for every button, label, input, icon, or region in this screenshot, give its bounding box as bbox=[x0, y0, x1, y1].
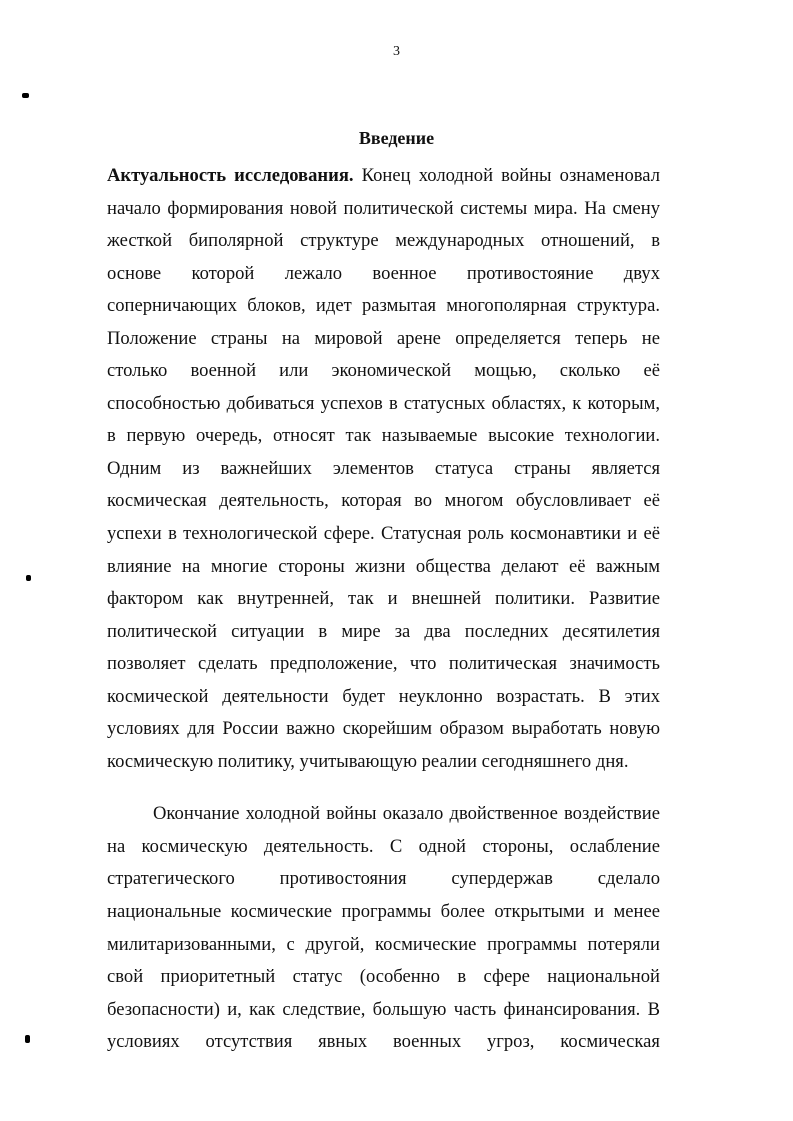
paragraph-1-line: успехи в технологической сфере. Статусная роль космонавтики и её bbox=[107, 523, 660, 545]
paragraph-2-line: на космическую деятельность. С одной стороны, ослабление bbox=[107, 835, 660, 857]
section-heading: Введение bbox=[358, 128, 435, 148]
scan-speck bbox=[22, 93, 29, 98]
paragraph-2-line: стратегического противостояния супердержав сделало bbox=[107, 868, 660, 890]
body-text bbox=[107, 164, 660, 1063]
paragraph-1-line: Положение страны на мировой арене определяется теперь не bbox=[107, 327, 660, 349]
paragraph-1-line: в первую очередь, относят так называемые высокие технологии. bbox=[107, 425, 660, 447]
paragraph-1-line: основе которой лежало военное противостояние двух bbox=[107, 262, 660, 284]
paragraph-2-line: национальные космические программы более открытыми и менее bbox=[107, 901, 660, 923]
paragraph-1-line: начало формирования новой политической системы мира. На смену bbox=[107, 197, 660, 219]
scan-speck bbox=[26, 575, 31, 581]
paragraph-2-line: свой приоритетный статус (особенно в сфере национальной bbox=[107, 966, 660, 988]
paragraph-1-line: космическую политику, учитывающую реалии сегодняшнего дня. bbox=[107, 750, 629, 772]
paragraph-1-line: условиях для России важно скорейшим образом выработать новую bbox=[107, 718, 660, 740]
paragraph-1-line: космическая деятельность, которая во многом обусловливает её bbox=[107, 490, 660, 512]
scan-speck bbox=[25, 1035, 30, 1043]
paragraph-1-line bbox=[107, 164, 660, 197]
paragraph-1-line: политической ситуации в мире за два последних десятилетия bbox=[107, 620, 660, 642]
page-number: 3 bbox=[393, 44, 400, 59]
paragraph-1-line: фактором как внутренней, так и внешней политики. Развитие bbox=[107, 588, 660, 610]
paragraph-1-line: соперничающих блоков, идет размытая многополярная структура. bbox=[107, 295, 660, 317]
paragraph-lead: Актуальность исследования. bbox=[107, 165, 354, 186]
paragraph-1-line: Одним из важнейших элементов статуса страны является bbox=[107, 457, 660, 479]
paragraph-1-line: позволяет сделать предположение, что политическая значимость bbox=[107, 653, 660, 675]
paragraph-1-line: столько военной или экономической мощью, сколько её bbox=[107, 360, 660, 382]
paragraph-2-line: милитаризованными, с другой, космические программы потеряли bbox=[107, 933, 660, 955]
paragraph-1-line: жесткой биполярной структуре международных отношений, в bbox=[107, 230, 660, 252]
paragraph-1-line: способностью добиваться успехов в статусных областях, к которым, bbox=[107, 392, 660, 414]
paragraph-2-line: безопасности) и, как следствие, большую часть финансирования. В bbox=[107, 998, 660, 1020]
paragraph-1-first-line-text: Конец холодной войны ознаменовал bbox=[353, 165, 660, 186]
paragraph-1-line: влияние на многие стороны жизни общества делают её важным bbox=[107, 555, 660, 577]
paragraph-gap bbox=[107, 782, 660, 802]
paragraph-2-line: условиях отсутствия явных военных угроз, космическая bbox=[107, 1031, 660, 1053]
paragraph-1-line: космической деятельности будет неуклонно возрастать. В этих bbox=[107, 685, 660, 707]
paragraph-2-line: Окончание холодной войны оказало двойственное воздействие bbox=[153, 803, 660, 825]
